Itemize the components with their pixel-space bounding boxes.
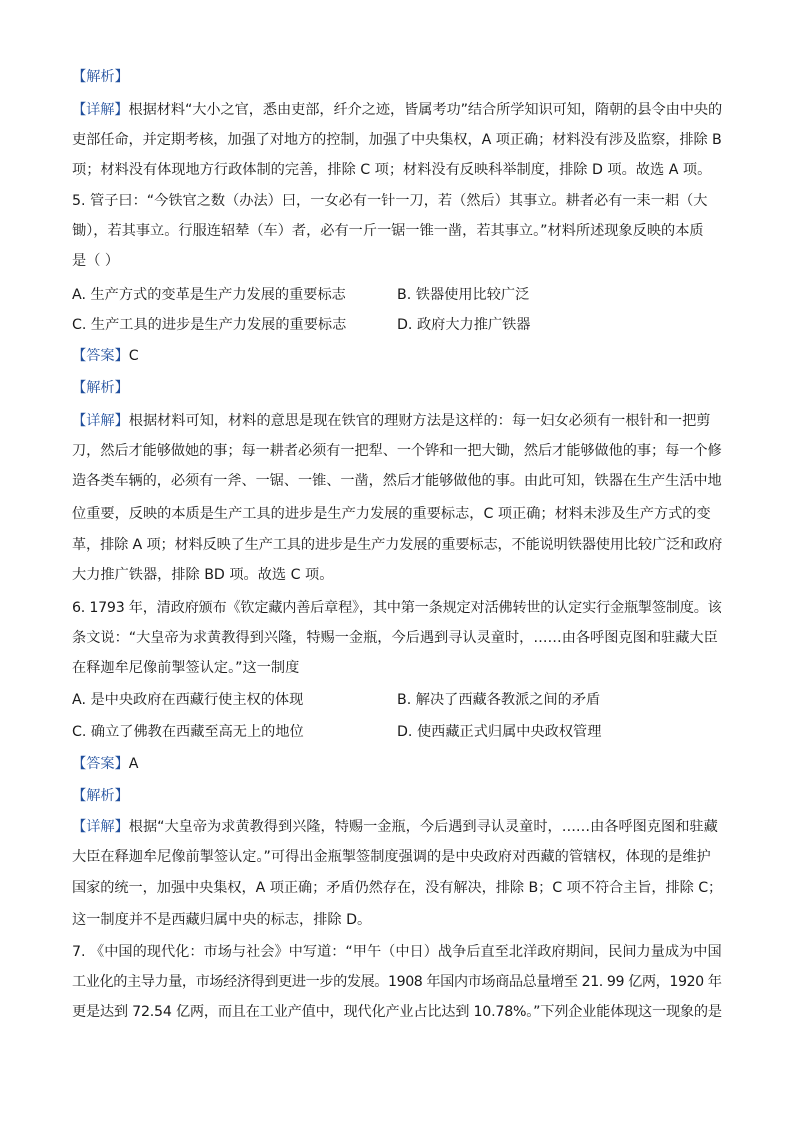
- detail-line: 国家的统一，加强中央集权，A 项正确；矛盾仍然存在，没有解决，排除 B；C 项不符合主旨，排除 C；: [72, 880, 723, 896]
- detail-label: 【详解】: [72, 413, 129, 429]
- detail-line: 大臣在释迦牟尼像前掣签认定。”可得出金瓶掣签制度强调的是中央政府对西藏的管辖权，体现的是维护: [72, 849, 711, 865]
- answer-line: [72, 754, 138, 774]
- answer-label: 【答案】: [72, 348, 129, 364]
- detail-line: 大力推广铁器，排除 BD 项。故选 C 项。: [72, 567, 334, 583]
- detail-text: 根据材料可知，材料的意思是现在铁官的理财方法是这样的：每一妇女必须有一根针和一把剪: [128, 413, 711, 429]
- question-stem-line: 条文说：“大皇帝为求黄教得到兴隆，特赐一金瓶，今后遇到寻认灵童时，……由各呼图克图和驻藏大臣: [72, 630, 718, 646]
- detail-line: 这一制度并不是西藏归属中央的标志，排除 D。: [72, 912, 372, 928]
- option-c: C. 确立了佛教在西藏至高无上的地位: [72, 724, 304, 740]
- question-stem-line: 7. 《中国的现代化：市场与社会》中写道：“甲午（中日）战争后直至北洋政府期间，民间力量成为中国: [72, 944, 722, 960]
- detail-line: 革，排除 A 项；材料反映了生产工具的进步是生产力发展的重要标志，不能说明铁器使用比较广泛和政府: [72, 537, 723, 553]
- question-stem-line: 是（ ）: [72, 253, 120, 269]
- answer-label: 【答案】: [72, 756, 129, 772]
- detail-line: 造各类车辆的，必须有一斧、一锯、一锥、一凿，然后才能够做他的事。由此可知，铁器在生产生活中地: [72, 473, 722, 489]
- detail-line: [72, 817, 718, 837]
- option-d: D. 使西藏正式归属中央政权管理: [397, 724, 602, 740]
- analysis-label: 【解析】: [72, 380, 129, 396]
- answer-value: C: [128, 348, 139, 364]
- option-b: B. 铁器使用比较广泛: [397, 287, 530, 303]
- detail-line: 位重要，反映的本质是生产工具的进步是生产力发展的重要标志，C 项正确；材料未涉及生产方式的变: [72, 506, 711, 522]
- option-d: D. 政府大力推广铁器: [397, 317, 531, 333]
- question-stem-line: 工业化的主导力量，市场经济得到更进一步的发展。1908 年国内市场商品总量增至 21. 99 亿两，1920 年: [72, 974, 722, 990]
- analysis-label: 【解析】: [72, 69, 129, 85]
- detail-line: [72, 100, 722, 120]
- question-stem-line: 6. 1793 年，清政府颁布《钦定藏内善后章程》，其中第一条规定对活佛转世的认定实行金瓶掣签制度。该: [72, 600, 722, 616]
- option-a: A. 生产方式的变革是生产力发展的重要标志: [72, 287, 346, 303]
- detail-line: 刀，然后才能够做她的事；每一耕者必须有一把犁、一个铧和一把大锄，然后才能够做他的事；每一个修: [72, 443, 722, 459]
- question-stem-line: 在释迦牟尼像前掣签认定。”这一制度: [72, 660, 300, 676]
- answer-value: A: [128, 756, 139, 772]
- detail-line: 项；材料没有体现地方行政体制的完善，排除 C 项；材料没有反映科举制度，排除 D 项。故选 A 项。: [72, 162, 712, 178]
- detail-label: 【详解】: [72, 102, 129, 118]
- detail-text: 根据“大皇帝为求黄教得到兴隆，特赐一金瓶，今后遇到寻认灵童时，……由各呼图克图和驻藏: [128, 819, 718, 835]
- answer-line: [72, 346, 139, 366]
- option-b: B. 解决了西藏各教派之间的矛盾: [397, 692, 601, 708]
- question-stem-line: 锄），若其事立。行服连轺辇（车）者，必有一斤一锯一锥一凿，若其事立。”材料所述现象反映的本质: [72, 223, 704, 239]
- option-a: A. 是中央政府在西藏行使主权的体现: [72, 692, 304, 708]
- detail-line: [72, 411, 710, 431]
- detail-text: 根据材料“大小之官，悉由吏部，纤介之迹，皆属考功”结合所学知识可知，隋朝的县令由中央的: [128, 102, 723, 118]
- question-stem-line: 更是达到 72.54 亿两，而且在工业产值中，现代化产业占比达到 10.78%。”下列企业能体现这一现象的是: [72, 1004, 722, 1020]
- option-c: C. 生产工具的进步是生产力发展的重要标志: [72, 317, 347, 333]
- detail-label: 【详解】: [72, 819, 129, 835]
- question-stem-line: 5. 管子曰：“今铁官之数（办法）曰，一女必有一针一刀，若（然后）其事立。耕者必有一耒一耜（大: [72, 193, 708, 209]
- detail-line: 吏部任命，并定期考核，加强了对地方的控制，加强了中央集权，A 项正确；材料没有涉及监察，排除 B: [72, 132, 722, 148]
- analysis-label: 【解析】: [72, 788, 129, 804]
